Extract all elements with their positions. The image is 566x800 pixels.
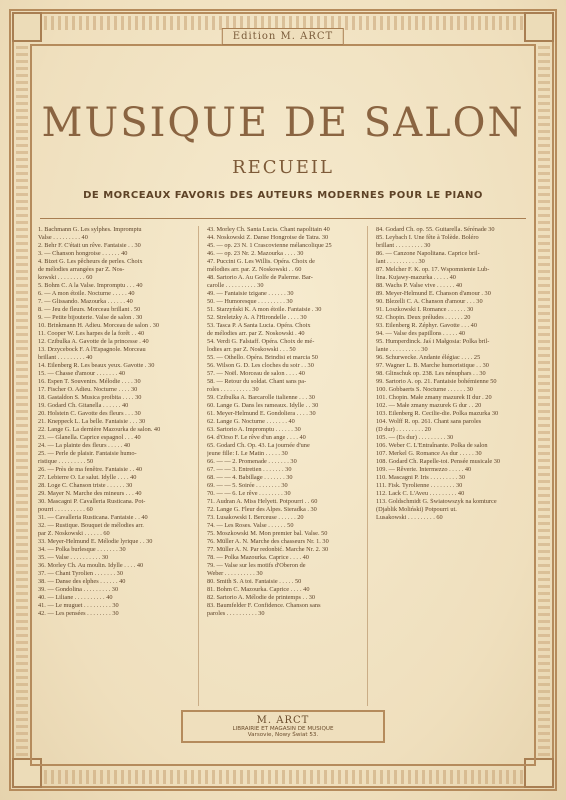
list-item: 50. — Humoresque . . . . . . . . . 30 [207, 298, 293, 305]
list-item: 103. Eilenberg R. Cecilie-die. Polka mazurka 30 [376, 410, 499, 417]
list-item: 112. Lack C. L'Aveu . . . . . . . . . 40 [376, 490, 465, 497]
list-item: 78. — Polka Mazourka. Caprice . . . . 40 [207, 554, 309, 561]
list-item: 49. — Fantaisie tzigane . . . . . . 30 [207, 290, 294, 297]
list-item: 45. — op. 23 N. 1 Crascovienne mélancolique 25 [207, 242, 332, 249]
list-item: lante . . . . . . . . . . 30 [376, 346, 428, 353]
list-item: par Z. Noskowski . . . . . . 60 [38, 530, 110, 537]
list-item: lant . . . . . . . . . . 30 [376, 258, 425, 265]
list-item: 11. Cooper W. Les harpes de la forêt . . 40 [38, 330, 145, 337]
list-item: 36. Morley Ch. Au moulin. Idylle . . . . 40 [38, 562, 144, 569]
list-item: 29. Mayer N. Marche des mineurs . . . 40 [38, 490, 142, 497]
list-item: 73. Lusakowski I. Berceuse . . . . . . 20 [207, 514, 304, 521]
list-item: 12. Czibulka A. Gavotte de la princesse . 40 [38, 338, 149, 345]
list-item: roles . . . . . . . . . . 30 [207, 386, 259, 393]
list-item: 62. Lange G. Nocturne . . . . . . . 40 [207, 418, 295, 425]
list-item: 80. Smith S. A toi. Fantaisie . . . . . 50 [207, 578, 302, 585]
list-item: 13. Drzycebock F. A l'Espagnole. Morceau [38, 346, 146, 353]
list-item: 17. Fischer O. Adieu. Nocturne . . . . 30 [38, 386, 138, 393]
list-item: 18. Gastaldon S. Musica proibita . . . . 30 [38, 394, 142, 401]
list-item: pourri . . . . . . . . . . 60 [38, 506, 93, 513]
list-item: 68. — — 4. Babillage . . . . . . . 30 [207, 474, 293, 481]
list-item: 27. Lebierre O. Le salut. Idylle . . . . 40 [38, 474, 137, 481]
list-item: 89. Meyer-Helmund E. Chanson d'amour . 30 [376, 290, 491, 297]
list-item: 8. — Jeu de fleurs. Morceau brillant . 50 [38, 306, 141, 313]
list-item: 99. Sartorio A. op. 21. Fantaisie bohémienne 50 [376, 378, 497, 385]
list-item: 15. — Chasse d'amour . . . . . . . 40 [38, 370, 126, 377]
column-divider [367, 226, 368, 706]
list-item: 61. Meyer-Helmund E. Gondoliera . . . . 30 [207, 410, 316, 417]
list-item: 110. Mascagni P. Iris . . . . . . . . . 30 [376, 474, 465, 481]
subtitle: DE MORCEAUX FAVORIS DES AUTEURS MODERNES POUR LE PIANO [83, 190, 483, 201]
list-item: 97. Wagner L. B. Marche humoristique . . 30 [376, 362, 489, 369]
list-item: 4. Bizet G. Les pêcheurs de perles. Choix [38, 258, 143, 265]
list-item: 26. — Près de ma fenêtre. Fantaisie . . 40 [38, 466, 143, 473]
list-item: 10. Brinkmann H. Adieu. Morceau de salon . 30 [38, 322, 160, 329]
list-item: carolle . . . . . . . . . . 30 [207, 282, 264, 289]
publisher-name: M. ARCT [256, 715, 310, 726]
list-item: 23. — Glanella. Caprice espagnol . . . 40 [38, 434, 141, 441]
list-item: 46. — op. 23 Nr. 2. Mazourka . . . . 30 [207, 250, 304, 257]
list-item: 14. Eilenberg R. Les beaux yeux. Gavotte . 30 [38, 362, 155, 369]
list-item: 41. — Le muguet . . . . . . . . . 30 [38, 602, 119, 609]
list-item: Weber . . . . . . . . . . 30 [207, 570, 263, 577]
list-item: 53. Tasca P. A Santa Lucia. Opéra. Choix [207, 322, 311, 329]
ornament-band-bottom [16, 770, 550, 784]
publisher-address-line: Varsovie, Nowy Świat 53. [247, 732, 319, 738]
list-item: de mélodies arr. par Z. Noskowski . 40 [207, 330, 305, 337]
list-item: 20. Holstein C. Gavotte des fleurs . . . 30 [38, 410, 141, 417]
list-item: lodies arr. par Z. Noskowski . . . 50 [207, 346, 296, 353]
list-item: 7. — Glissando. Mazourka . . . . . . 40 [38, 298, 133, 305]
list-item: 30. Mascagni P. Cavalleria Rusticana. Pot- [38, 498, 146, 505]
list-item: ristique . . . . . . . . . 50 [38, 458, 94, 465]
list-item: 107. Merkel G. Romance As dur . . . . . 30 [376, 450, 482, 457]
list-item: lina. Kujawy-mazurka . . . . . 40 [376, 274, 456, 281]
list-item: 63. Sartorio A. Impromptu . . . . . . 30 [207, 426, 301, 433]
list-item: 16. Espen T. Souvenirs. Mélodie . . . . 30 [38, 378, 141, 385]
list-item: 70. — — 6. Le rêve . . . . . . . . 30 [207, 490, 291, 497]
list-item: 32. — Rustique. Bouquet de mélodies arr. [38, 522, 144, 529]
list-item: 92. Chopin. Deux préludes . . . . . . 20 [376, 314, 471, 321]
list-item: 31. — Cavalleria Rusticana. Fantaisie . . 40 [38, 514, 148, 521]
list-item: 85. Leybach I. Une fête à Tolède. Boléro [376, 234, 479, 241]
list-item: 81. Bohm C. Mazourka. Caprice . . . . 40 [207, 586, 310, 593]
list-item: 74. — Les Roses. Valse . . . . . . 50 [207, 522, 294, 529]
list-item: 83. Baumfelder F. Confidence. Chanson sans [207, 602, 321, 609]
list-item: 25. — Perle de plaisir. Fantaisie humo- [38, 450, 137, 457]
list-item: 90. Blezelli C. A. Chanson d'amour . . . 30 [376, 298, 483, 305]
list-item: 91. Loszkowski I. Romance . . . . . . 30 [376, 306, 474, 313]
list-item: 38. — Danse des elphes . . . . . . 40 [38, 578, 126, 585]
list-item: 3. — Chanson hongroise . . . . . . 40 [38, 250, 128, 257]
list-item: Lusakowski . . . . . . . . . 60 [376, 514, 443, 521]
list-item: jeune fille: I. Le Matin . . . . . 30 [207, 450, 288, 457]
list-item: (D dur) . . . . . . . . . 20 [376, 426, 431, 433]
list-item: 5. Bohm C. A la Valse. Impromptu . . . 40 [38, 282, 143, 289]
list-item: 111. Fisk. Tyrolienne . . . . . . . . 30 [376, 482, 463, 489]
list-item: 57. — Noël. Morceau de salon . . . . 40 [207, 370, 305, 377]
corner-ornament [12, 12, 42, 42]
list-item: 34. — Polka burlesque . . . . . . . 30 [38, 546, 126, 553]
list-item: 1. Bachmann G. Les sylphes. Impromptu [38, 226, 142, 233]
list-item: 2. Behr F. C'était un rêve. Fantaisie . . 30 [38, 242, 141, 249]
list-item: 72. Lange G. Fleur des Alpes. Sieradka . 30 [207, 506, 317, 513]
list-item: paroles . . . . . . . . . . 30 [207, 610, 265, 617]
list-item: 44. Noskowski Z. Danse Hongroise de Tatra. 30 [207, 234, 329, 241]
list-item: 28. Loge C. Chanson triste . . . . . . 30 [38, 482, 133, 489]
list-item: 51. Starzyński K. A mon étoile. Fantaisie . 30 [207, 306, 322, 313]
list-item: 96. Schurwecke. Andante élégiac . . . . 25 [376, 354, 481, 361]
list-item: 109. — Rêverie. Intermezzo . . . . . 40 [376, 466, 472, 473]
list-item: 39. — Gondolina . . . . . . . . . 30 [38, 586, 119, 593]
corner-ornament [524, 12, 554, 42]
publisher-address-line: LIBRAIRIE ET MAGASIN DE MUSIQUE [232, 726, 334, 732]
list-item: 106. Weber C. L'Entraînante. Polka de salon [376, 442, 488, 449]
list-item: 95. Humperdinck. Jaś i Małgosia: Polka bril- [376, 338, 490, 345]
piece-column-3 [376, 226, 528, 706]
list-item: 21. Kneppeck L. La belle. Fantaisie . . . 30 [38, 418, 146, 425]
list-item: 40. — Liliane . . . . . . . . . . 40 [38, 594, 113, 601]
list-item: 101. Chopin. Małe zmany mazurek II dur . 20 [376, 394, 492, 401]
piece-column-1 [38, 226, 190, 706]
list-item: 71. Audran A. Miss Helyett. Potpourri . . 60 [207, 498, 318, 505]
list-item: 79. — Valse sur les motifs d'Oberon de [207, 562, 306, 569]
list-item: 59. Czibulka A. Barcarolle italienne . . . 30 [207, 394, 315, 401]
list-item: 35. — Valse . . . . . . . . . . 30 [38, 554, 109, 561]
list-item: 66. — — 2. Promenade . . . . . . . 30 [207, 458, 297, 465]
list-item: 69. — — 5. Soirée . . . . . . . . 30 [207, 482, 288, 489]
list-item: 19. Godard Ch. Gitanella . . . . . . 40 [38, 402, 129, 409]
divider [40, 218, 526, 219]
list-item: 43. Morley Ch. Santa Lucia. Chant napolitain 40 [207, 226, 330, 233]
list-item: 55. — Othello. Opéra. Brindisi et marcia 50 [207, 354, 318, 361]
list-item: (Djablik Moliński) Potpourri ut. [376, 506, 457, 513]
list-item: 84. Godard Ch. op. 55. Guitarella. Sérénade 30 [376, 226, 495, 233]
edition-label: Edition M. ARCT [222, 28, 344, 45]
list-item: 58. — Retour du soldat. Chant sans pa- [207, 378, 307, 385]
list-item: 77. Müller A. N. Par redonbić. Marche Nr. 2. 30 [207, 546, 329, 553]
list-item: 42. — Les pensées . . . . . . . . 30 [38, 610, 119, 617]
list-item: 76. Müller A. N. Marche des chasseurs Nr. 1. 30 [207, 538, 329, 545]
list-item: 104. Wolff R. op. 261. Chant sans paroles [376, 418, 482, 425]
list-item: 82. Sartorio A. Mélodie de printemps . . 30 [207, 594, 316, 601]
list-item: 98. Glinschuk op. 238. Les nénuphars . . 30 [376, 370, 486, 377]
list-item: brillant . . . . . . . . . 40 [38, 354, 93, 361]
list-item: 102. — Małe zmany mazurek G dur . . 20 [376, 402, 482, 409]
list-item: 94. — Valse des papillons . . . . . 40 [376, 330, 466, 337]
page-title: MUSIQUE DE SALON [41, 100, 525, 146]
list-item: 52. Streletzky A. A l'Hirondelle . . . . 30 [207, 314, 307, 321]
list-item: 56. Wilson G. D. Les cloches du soir . . 30 [207, 362, 314, 369]
list-item: 113. Goldschmidt G. Światowszyk na komturce [376, 498, 497, 505]
list-item: brillant . . . . . . . . . 30 [376, 242, 431, 249]
list-item: 105. — (Es dur) . . . . . . . . . 30 [376, 434, 454, 441]
list-item: 65. Godard Ch. Op. 43. La journée d'une [207, 442, 310, 449]
list-item: 48. Sartorio A. Au Golfe de Palerme. Bar- [207, 274, 313, 281]
piece-column-2 [207, 226, 359, 706]
list-item: 9. — Petite bijouterie. Valse de salon . 30 [38, 314, 143, 321]
list-item: 87. Melcher F. K. op. 17. Wspomnienie Lub- [376, 266, 490, 273]
list-item: 64. d'Orso F. Le rêve d'un ange . . . . 40 [207, 434, 306, 441]
list-item: 108. Godard Ch. Rapelle-toi. Pensée musicale 30 [376, 458, 500, 465]
list-item: 24. — La plainte des fleurs . . . . . 40 [38, 442, 131, 449]
piece-list [38, 226, 528, 706]
list-item: 6. — A mon étoile. Nocturne . . . . . 40 [38, 290, 135, 297]
column-divider [198, 226, 199, 706]
publisher-box [181, 710, 385, 743]
list-item: 33. Meyer-Helmund E. Mélodie lyrique . . 30 [38, 538, 153, 545]
list-item: mélodies arr. par. Z. Noskowski . . 60 [207, 266, 302, 273]
list-item: 54. Verdi G. Falstaff. Opéra. Choix de mé- [207, 338, 315, 345]
list-item: Valse . . . . . . . . . 40 [38, 234, 88, 241]
list-item: 75. Moszkowski M. Mon premier bal. Valse. 50 [207, 530, 328, 537]
list-item: 100. Gobbaerts S. Nocturne . . . . . . 30 [376, 386, 473, 393]
list-item: 60. Lange G. Dans les rameaux. Idylle . . 30 [207, 402, 319, 409]
list-item: kowski . . . . . . . . . 60 [38, 274, 93, 281]
list-item: 88. Wachs P. Valse vive . . . . . . 40 [376, 282, 463, 289]
list-item: 67. — — 3. Entretien . . . . . . . 30 [207, 466, 292, 473]
list-item: 22. Lange G. La dernière Mazourka de salon. 40 [38, 426, 161, 433]
list-item: 86. — Canzone Napolitana. Caprice bril- [376, 250, 480, 257]
list-item: 93. Eilenberg R. Zéphyr. Gavotte . . . 40 [376, 322, 477, 329]
recueil-heading: RECUEIL [232, 157, 334, 178]
list-item: 37. — Chant Tyrolien . . . . . . . 30 [38, 570, 123, 577]
list-item: 47. Puccini G. Les Willis. Opéra. Choix de [207, 258, 315, 265]
list-item: de mélodies arrangées par Z. Nos- [38, 266, 125, 273]
